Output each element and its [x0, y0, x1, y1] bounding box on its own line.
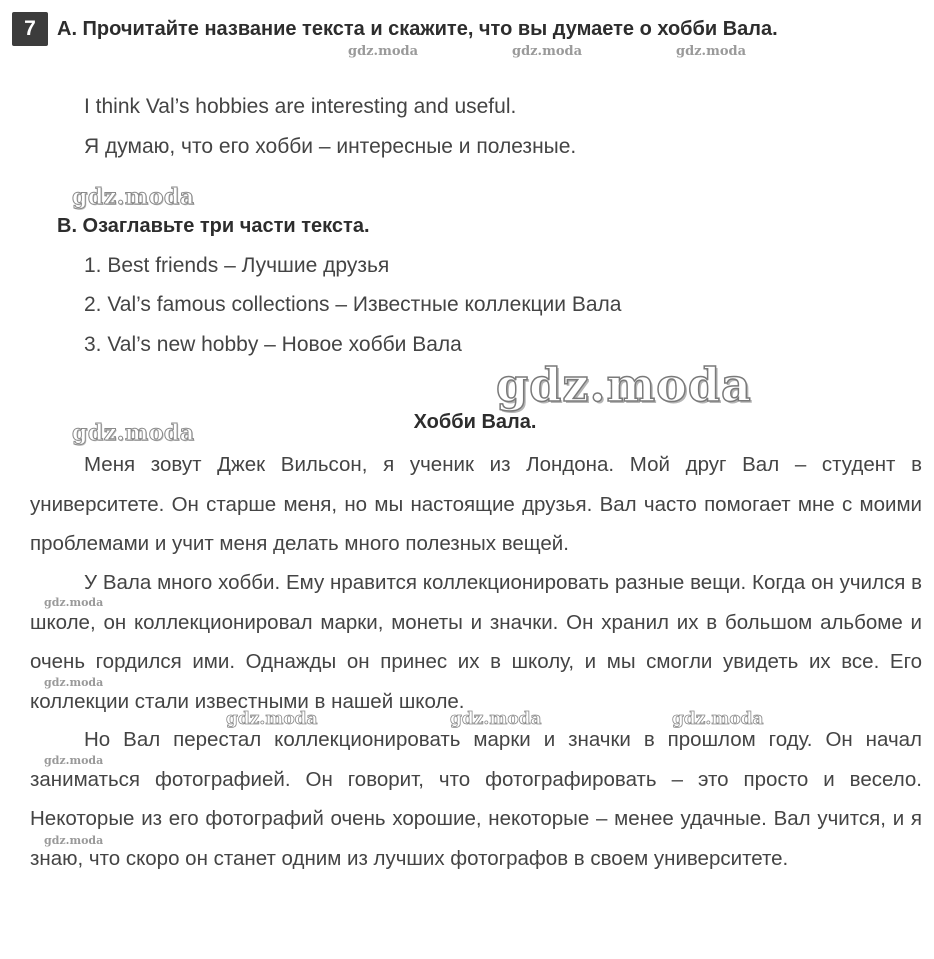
part-title-1: 1. Best friends – Лучшие друзья: [84, 254, 390, 277]
watermark: gdz.moda: [348, 44, 419, 59]
watermark: gdz.moda: [72, 420, 195, 446]
paragraph-1: Меня зовут Джек Вильсон, я ученик из Лондона. Мой друг Вал – студент в университете. Он старше меня, но мы настоящие друзья. Вал часто помогает мне с моими проблемами и учит меня делать много полезных вещей.: [30, 453, 922, 555]
exercise-number-badge: 7: [12, 12, 48, 46]
watermark: gdz.moda: [450, 709, 542, 729]
watermark: gdz.moda: [512, 44, 583, 59]
answer-english: I think Val’s hobbies are interesting and useful.: [84, 95, 517, 118]
part-a-heading: A. Прочитайте название текста и скажите, что вы думаете о хобби Вала.: [57, 18, 778, 40]
text-title: Хобби Вала.: [413, 411, 537, 433]
answer-russian: Я думаю, что его хобби – интересные и полезные.: [84, 135, 577, 158]
watermark: gdz.moda: [676, 44, 747, 59]
watermark: gdz.moda: [44, 834, 104, 847]
watermark: gdz.moda: [72, 184, 195, 210]
paragraph-3: Но Вал перестал коллекционировать марки и значки в прошлом году. Он начал заниматься фотографией. Он говорит, что фотографировать – это просто и весело. Некоторые из его фотографий очень хорошие, некоторые – менее удачные. Вал учится, и я знаю, что скоро он станет одним из лучших фотографов в своем университете.: [30, 728, 922, 870]
part-title-3: 3. Val’s new hobby – Новое хобби Вала: [84, 333, 462, 356]
watermark: gdz.moda: [44, 676, 104, 689]
part-title-2: 2. Val’s famous collections – Известные коллекции Вала: [84, 293, 622, 316]
part-b-heading: B. Озаглавьте три части текста.: [57, 215, 370, 237]
paragraph-2: У Вала много хобби. Ему нравится коллекционировать разные вещи. Когда он учился в школе, он коллекционировал марки, монеты и значки. Он хранил их в большом альбоме и очень гордился ими. Однажды он принес их в школу, и мы смогли увидеть их все. Его коллекции стали известными в нашей школе.: [30, 571, 922, 713]
watermark: gdz.moda: [44, 596, 104, 609]
watermark-large: gdz.moda: [496, 358, 752, 412]
watermark: gdz.moda: [226, 709, 318, 729]
watermark: gdz.moda: [44, 754, 104, 767]
watermark: gdz.moda: [672, 709, 764, 729]
